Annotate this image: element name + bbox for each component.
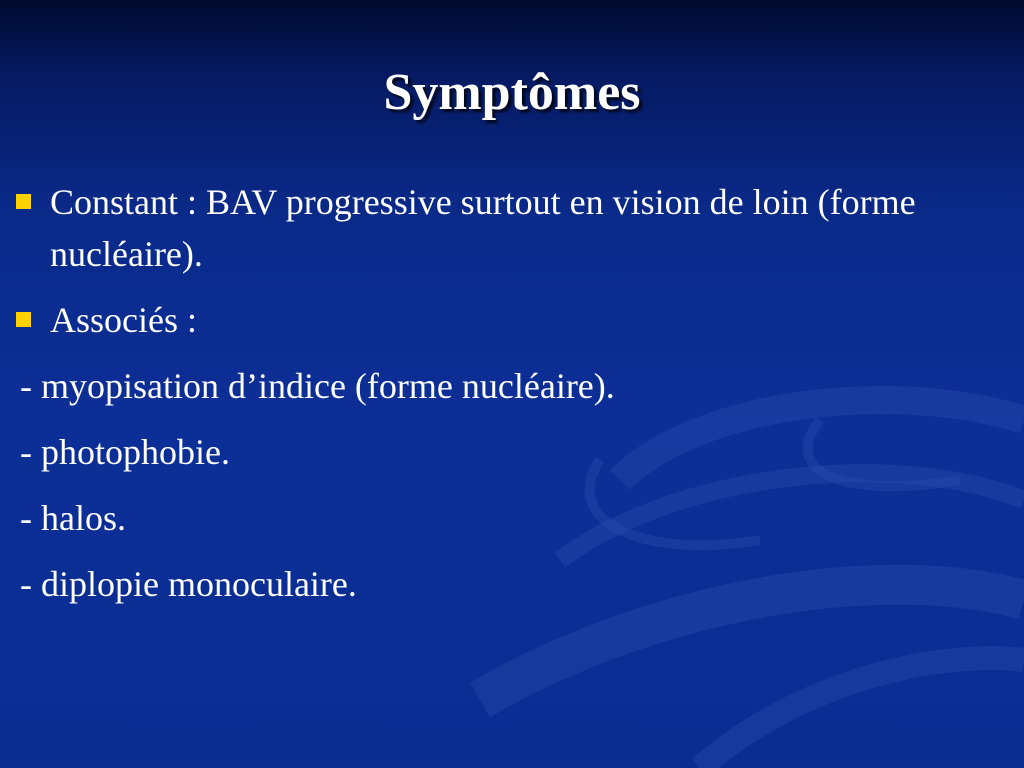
sub-item-photophobie: - photophobie.: [20, 432, 230, 472]
slide-body: [14, 176, 1004, 624]
sub-item-diplopie: - diplopie monoculaire.: [20, 564, 357, 604]
bullet-text-constant: Constant : BAV progressive surtout en vision de loin (forme nucléaire).: [50, 182, 916, 274]
bullet-item-constant: [14, 176, 1004, 280]
square-bullet-icon: [16, 194, 31, 209]
square-bullet-icon: [16, 312, 31, 327]
sub-item-halos: - halos.: [20, 498, 126, 538]
slide-title: Symptômes: [383, 64, 641, 121]
sub-item-myopisation: - myopisation d’indice (forme nucléaire).: [20, 366, 615, 406]
bullet-text-associes: Associés :: [50, 300, 197, 340]
bullet-item-associes: [14, 294, 1004, 346]
